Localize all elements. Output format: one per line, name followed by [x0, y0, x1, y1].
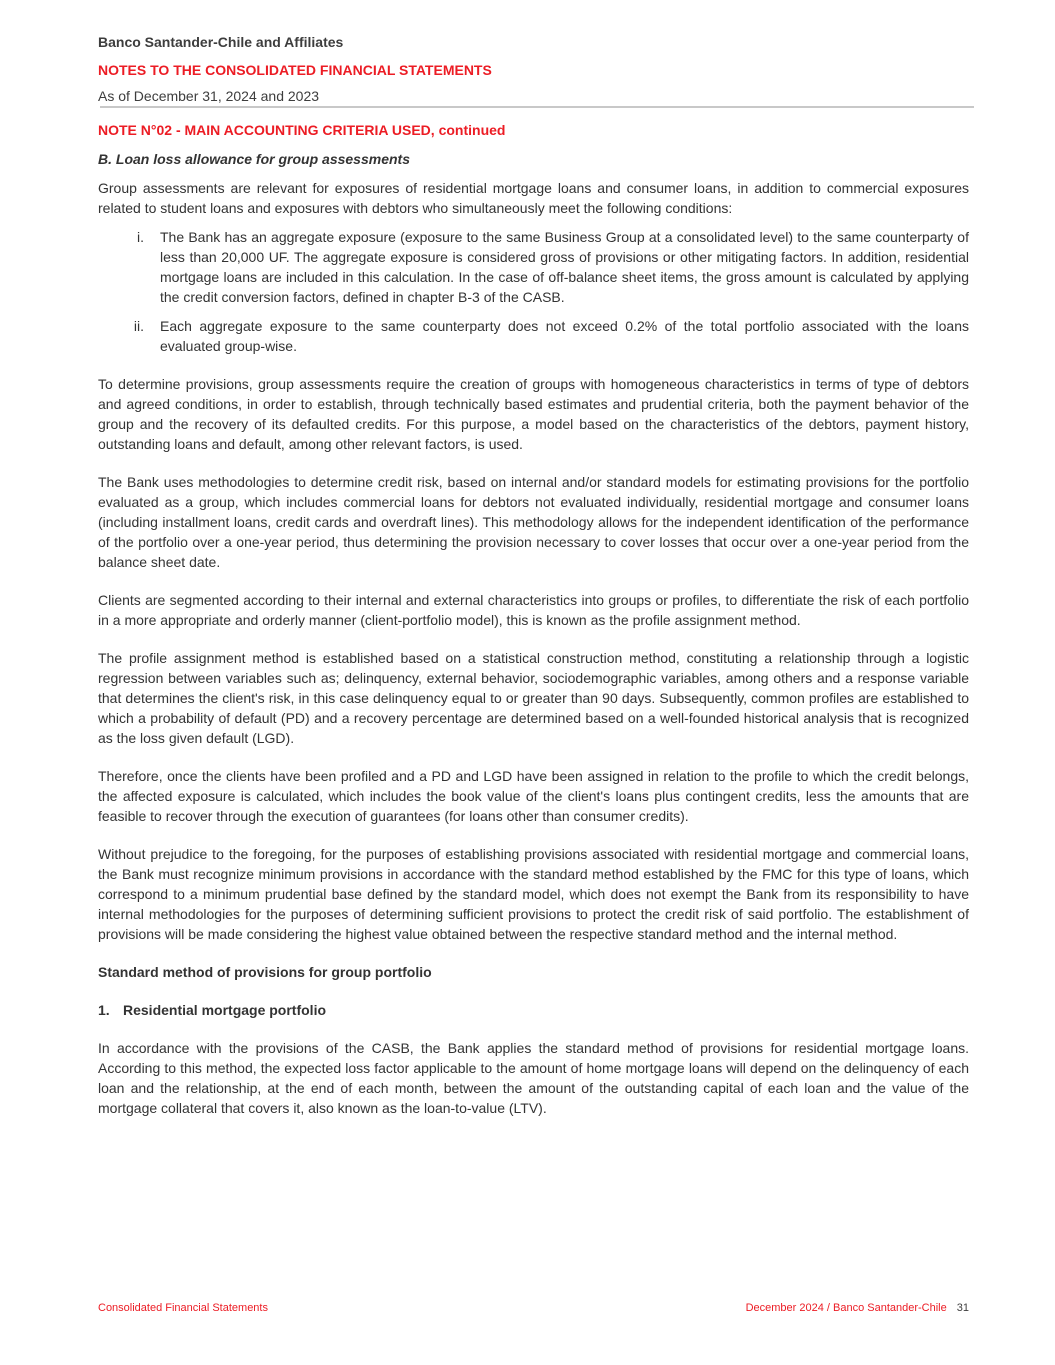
note-title: NOTE N°02 - MAIN ACCOUNTING CRITERIA USED, continued: [98, 122, 506, 138]
paragraph: To determine provisions, group assessments require the creation of groups with homogeneous characteristics in terms of type of debtors and agreed conditions, in order to establish, through technically based estimates and prudential criteria, both the payment behavior of the group and the recovery of its defaulted credits. For this purpose, a model based on the characteristics of the debtors, payment history, outstanding loans and default, among other relevant factors, is used.: [98, 376, 969, 452]
intro-paragraph: Group assessments are relevant for exposures of residential mortgage loans and consumer loans, in addition to commercial exposures related to student loans and exposures with debtors who simultaneously meet the following conditions:: [98, 180, 969, 216]
section-title: B. Loan loss allowance for group assessments: [98, 151, 410, 167]
paragraph: Clients are segmented according to their internal and external characteristics into groups or profiles, to differentiate the risk of each portfolio in a more appropriate and orderly manner (client-portfolio model), this is known as the profile assignment method.: [98, 592, 969, 628]
standard-method-heading: Standard method of provisions for group portfolio: [98, 964, 432, 980]
condition-text: Each aggregate exposure to the same counterparty does not exceed 0.2% of the total portfolio associated with the loans evaluated group-wise.: [160, 318, 969, 354]
footer-source: December 2024 / Banco Santander-Chile: [745, 1302, 947, 1314]
condition-text: The Bank has an aggregate exposure (exposure to the same Business Group at a consolidated level) to the same counterparty of less than 20,000 UF. The aggregate exposure is considered gross of provisions or other mitigating factors. In addition, residential mortgage loans are included in this calculation. In the case of off-balance sheet items, the gross amount is calculated by applying the credit conversion factors, defined in chapter B-3 of the CASB.: [160, 229, 969, 305]
final-paragraph: In accordance with the provisions of the CASB, the Bank applies the standard method of provisions for residential mortgage loans. According to this method, the expected loss factor applicable to the amount of home mortgage loans will depend on the delinquency of each loan and the relationship, at the end of each month, between the amount of the outstanding capital of each loan and the value of the mortgage collateral that covers it, also known as the loan-to-value (LTV).: [98, 1040, 969, 1116]
paragraph: Without prejudice to the foregoing, for the purposes of establishing provisions associated with residential mortgage and commercial loans, the Bank must recognize minimum provisions in accordance with the standard method established by the FMC for this type of loans, which correspond to a minimum prudential base defined by the standard model, which does not exempt the Bank from its responsibility to have internal methodologies for the purposes of determining sufficient provisions to protect the credit risk of said portfolio. The establishment of provisions will be made considering the highest value obtained between the respective standard method and the internal method.: [98, 846, 969, 942]
footer-right: [746, 1302, 969, 1314]
paragraph: The Bank uses methodologies to determine credit risk, based on internal and/or standard models for estimating provisions for the portfolio evaluated as a group, which includes commercial loans for debtors not evaluated individually, residential mortgage and consumer loans (including installment loans, credit cards and overdraft lines). This methodology allows for the independent identification of the performance of the portfolio over a one-year period, thus determining the provision necessary to cover losses that occur over a one-year period from the balance sheet date.: [98, 474, 969, 570]
page-number: 31: [956, 1302, 969, 1314]
page-content: [98, 120, 969, 1136]
document-title: NOTES TO THE CONSOLIDATED FINANCIAL STATEMENTS: [98, 62, 492, 78]
subsection-number: 1.: [98, 1002, 110, 1018]
condition-number: ii.: [133, 318, 144, 334]
subsection-heading: [98, 1000, 969, 1020]
subsection-title: Residential mortgage portfolio: [123, 1002, 327, 1018]
document-date: As of December 31, 2024 and 2023: [98, 88, 320, 104]
condition-item: [98, 316, 969, 356]
paragraph: Therefore, once the clients have been profiled and a PD and LGD have been assigned in relation to the profile to which the credit belongs, the affected exposure is calculated, which includes the book value of the client's loans plus contingent credits, less the amounts that are feasible to recover through the execution of guarantees (for loans other than consumer credits).: [98, 768, 969, 824]
company-name: Banco Santander-Chile and Affiliates: [98, 34, 344, 50]
header-divider: [100, 106, 974, 108]
footer-left: Consolidated Financial Statements: [98, 1302, 268, 1314]
condition-item: [98, 227, 969, 307]
condition-number: i.: [137, 229, 144, 245]
paragraph: The profile assignment method is established based on a statistical construction method, constituting a relationship through a logistic regression between variables such as; delinquency, external behavior, sociodemographic variables, among others and a response variable that determines the client's risk, in this case delinquency equal to or greater than 90 days. Subsequently, common profiles are established to which a probability of default (PD) and a recovery percentage are determined based on a well-founded historical analysis that is recognized as the loss given default (LGD).: [98, 650, 969, 746]
